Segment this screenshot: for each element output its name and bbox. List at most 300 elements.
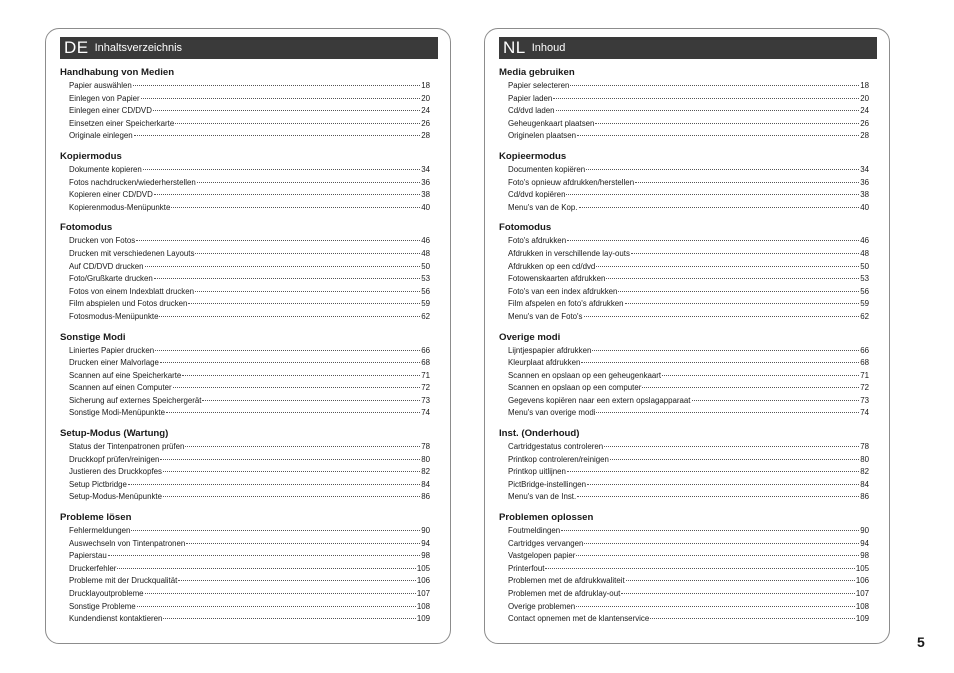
dot-leader bbox=[197, 182, 420, 183]
toc-entry[interactable] bbox=[60, 491, 430, 504]
dot-leader bbox=[137, 606, 416, 607]
toc-entry[interactable] bbox=[60, 563, 430, 576]
dot-leader bbox=[618, 291, 859, 292]
toc-entry[interactable] bbox=[60, 441, 430, 454]
dot-leader bbox=[625, 303, 860, 304]
entry-page-number: 74 bbox=[421, 408, 430, 418]
toc-entry[interactable] bbox=[499, 601, 869, 614]
entry-page-number: 80 bbox=[421, 454, 430, 464]
entry-page-number: 86 bbox=[421, 492, 430, 502]
page-number: 5 bbox=[917, 634, 925, 650]
entry-label: Foto's afdrukken bbox=[508, 236, 567, 246]
toc-entry[interactable] bbox=[499, 357, 869, 370]
toc-entry[interactable] bbox=[499, 235, 869, 248]
dot-leader bbox=[173, 387, 421, 388]
entry-label: Drucken von Fotos bbox=[69, 236, 136, 246]
dot-leader bbox=[692, 400, 860, 401]
entry-page-number: 108 bbox=[855, 601, 869, 611]
entry-page-number: 40 bbox=[860, 202, 869, 212]
toc-entry[interactable] bbox=[60, 235, 430, 248]
entry-page-number: 73 bbox=[860, 395, 869, 405]
entry-page-number: 46 bbox=[421, 236, 430, 246]
entry-label: Einlegen von Papier bbox=[69, 93, 140, 103]
entry-page-number: 62 bbox=[860, 311, 869, 321]
entry-page-number: 71 bbox=[860, 370, 869, 380]
entry-label: Fotosmodus-Menüpunkte bbox=[69, 311, 159, 321]
toc-entry[interactable] bbox=[499, 370, 869, 383]
entry-page-number: 38 bbox=[860, 190, 869, 200]
toc-entry[interactable] bbox=[499, 273, 869, 286]
entry-label: Afdrukken op een cd/dvd bbox=[508, 261, 596, 271]
entry-page-number: 108 bbox=[416, 601, 430, 611]
toc-entry[interactable] bbox=[60, 261, 430, 274]
toc-entry[interactable] bbox=[60, 298, 430, 311]
entry-page-number: 105 bbox=[416, 563, 430, 573]
dot-leader bbox=[182, 375, 420, 376]
entry-label: Foto/Grußkarte drucken bbox=[69, 274, 153, 284]
entry-page-number: 71 bbox=[421, 370, 430, 380]
language-code: DE bbox=[64, 38, 89, 57]
dot-leader bbox=[163, 618, 415, 619]
dot-leader bbox=[587, 484, 859, 485]
toc-entry[interactable] bbox=[499, 202, 869, 215]
dot-leader bbox=[621, 593, 855, 594]
entry-page-number: 34 bbox=[860, 164, 869, 174]
entry-label: Druckerfehler bbox=[69, 563, 117, 573]
dot-leader bbox=[576, 555, 859, 556]
toc-entry[interactable] bbox=[499, 286, 869, 299]
dot-leader bbox=[163, 496, 420, 497]
dot-leader bbox=[134, 135, 421, 136]
toc-entry[interactable] bbox=[499, 130, 869, 143]
entry-page-number: 50 bbox=[421, 261, 430, 271]
dot-leader bbox=[545, 568, 854, 569]
toc-panel-nl bbox=[484, 28, 890, 644]
entry-page-number: 74 bbox=[860, 408, 869, 418]
entry-page-number: 94 bbox=[860, 538, 869, 548]
entry-page-number: 48 bbox=[421, 248, 430, 258]
entry-page-number: 109 bbox=[855, 614, 869, 624]
toc-entry[interactable] bbox=[499, 105, 869, 118]
entry-page-number: 34 bbox=[421, 164, 430, 174]
toc-entry[interactable] bbox=[60, 164, 430, 177]
toc-section bbox=[499, 150, 869, 214]
dot-leader bbox=[584, 543, 859, 544]
dot-leader bbox=[592, 350, 859, 351]
entry-label: Fehlermeldungen bbox=[69, 526, 131, 536]
toc-entry[interactable] bbox=[60, 538, 430, 551]
dot-leader bbox=[596, 412, 859, 413]
dot-leader bbox=[171, 207, 420, 208]
toc-entry[interactable] bbox=[60, 177, 430, 190]
section-title: Overige modi bbox=[499, 331, 561, 343]
entry-label: Problemen met de afdruklay-out bbox=[508, 589, 621, 598]
entry-label: Probleme mit der Druckqualität bbox=[69, 576, 178, 586]
entry-page-number: 24 bbox=[860, 106, 869, 116]
dot-leader bbox=[186, 543, 420, 544]
entry-label: Foto's opnieuw afdrukken/herstellen bbox=[508, 177, 635, 187]
toc-section bbox=[499, 66, 869, 143]
toc-entry[interactable] bbox=[499, 382, 869, 395]
dot-leader bbox=[650, 618, 855, 619]
toc-section bbox=[499, 221, 869, 323]
toc-entry[interactable] bbox=[499, 248, 869, 261]
entry-page-number: 40 bbox=[421, 202, 430, 212]
dot-leader bbox=[576, 606, 855, 607]
toc-entry[interactable] bbox=[60, 588, 430, 601]
dot-leader bbox=[662, 375, 859, 376]
entry-label: Gegevens kopiëren naar een extern opslagapparaat bbox=[508, 395, 691, 405]
toc-entry[interactable] bbox=[499, 575, 869, 588]
toc-entry[interactable] bbox=[499, 261, 869, 274]
dot-leader bbox=[178, 580, 416, 581]
entry-label: Scannen en opslaan op een geheugenkaart bbox=[508, 370, 662, 380]
toc-section bbox=[60, 331, 430, 421]
section-title: Problemen oplossen bbox=[499, 512, 594, 524]
toc-entry[interactable] bbox=[60, 93, 430, 106]
dot-leader bbox=[570, 85, 859, 86]
toc-entry[interactable] bbox=[60, 550, 430, 563]
entry-label: Papier auswählen bbox=[69, 81, 132, 90]
dot-leader bbox=[626, 580, 855, 581]
toc-list-nl bbox=[499, 65, 869, 633]
entry-label: PictBridge-instellingen bbox=[508, 479, 587, 489]
dot-leader bbox=[153, 110, 420, 111]
entry-page-number: 98 bbox=[860, 551, 869, 561]
entry-page-number: 80 bbox=[860, 454, 869, 464]
dot-leader bbox=[586, 169, 859, 170]
entry-label: Scannen auf eine Speicherkarte bbox=[69, 370, 182, 380]
dot-leader bbox=[556, 110, 860, 111]
entry-page-number: 59 bbox=[421, 299, 430, 309]
toc-list-de bbox=[60, 65, 430, 633]
toc-entry[interactable] bbox=[499, 395, 869, 408]
entry-page-number: 78 bbox=[421, 442, 430, 452]
dot-leader bbox=[195, 253, 420, 254]
toc-entry[interactable] bbox=[60, 370, 430, 383]
entry-page-number: 106 bbox=[855, 576, 869, 586]
toc-entry[interactable] bbox=[499, 118, 869, 131]
entry-page-number: 98 bbox=[421, 551, 430, 561]
entry-page-number: 53 bbox=[421, 274, 430, 284]
entry-label: Sonstige Probleme bbox=[69, 601, 136, 611]
section-title: Probleme lösen bbox=[60, 512, 132, 524]
toc-entry[interactable] bbox=[60, 202, 430, 215]
toc-entry[interactable] bbox=[60, 407, 430, 420]
entry-label: Printkop uitlijnen bbox=[508, 467, 566, 477]
entry-page-number: 18 bbox=[860, 81, 869, 90]
entry-page-number: 90 bbox=[860, 526, 869, 536]
toc-entry[interactable] bbox=[60, 130, 430, 143]
toc-entry[interactable] bbox=[499, 407, 869, 420]
dot-leader bbox=[642, 387, 859, 388]
entry-page-number: 56 bbox=[860, 286, 869, 296]
entry-label: Cd/dvd laden bbox=[508, 106, 555, 116]
language-code: NL bbox=[503, 38, 526, 57]
toc-entry[interactable] bbox=[499, 189, 869, 202]
section-title: Fotomodus bbox=[60, 222, 113, 234]
toc-entry[interactable] bbox=[499, 345, 869, 358]
entry-label: Geheugenkaart plaatsen bbox=[508, 118, 595, 128]
entry-page-number: 73 bbox=[421, 395, 430, 405]
toc-panel-de bbox=[45, 28, 451, 644]
entry-label: Justieren des Druckkopfes bbox=[69, 467, 162, 477]
entry-page-number: 28 bbox=[421, 131, 430, 141]
toc-entry[interactable] bbox=[60, 382, 430, 395]
entry-page-number: 107 bbox=[855, 589, 869, 598]
dot-leader bbox=[606, 278, 859, 279]
dot-leader bbox=[131, 530, 420, 531]
entry-label: Problemen met de afdrukkwaliteit bbox=[508, 576, 625, 586]
entry-page-number: 18 bbox=[421, 81, 430, 90]
dot-leader bbox=[595, 123, 859, 124]
entry-label: Kopierenmodus-Menüpunkte bbox=[69, 202, 171, 212]
panel-title: Inhaltsverzeichnis bbox=[94, 42, 183, 54]
entry-label: Fotowenskaarten afdrukken bbox=[508, 274, 606, 284]
entry-label: Setup Pictbridge bbox=[69, 479, 127, 489]
dot-leader bbox=[188, 303, 420, 304]
toc-entry[interactable] bbox=[60, 80, 430, 93]
dot-leader bbox=[128, 484, 420, 485]
entry-page-number: 28 bbox=[860, 131, 869, 141]
dot-leader bbox=[175, 123, 420, 124]
panel-header-nl bbox=[499, 37, 877, 59]
dot-leader bbox=[160, 459, 420, 460]
entry-label: Menu's van de Kop. bbox=[508, 202, 578, 212]
toc-entry[interactable] bbox=[60, 105, 430, 118]
toc-entry[interactable] bbox=[499, 311, 869, 324]
entry-page-number: 72 bbox=[860, 383, 869, 393]
entry-page-number: 50 bbox=[860, 261, 869, 271]
panel-title: Inhoud bbox=[531, 42, 566, 54]
dot-leader bbox=[185, 446, 420, 447]
entry-page-number: 48 bbox=[860, 248, 869, 258]
dot-leader bbox=[202, 400, 420, 401]
entry-label: Dokumente kopieren bbox=[69, 164, 142, 174]
toc-entry[interactable] bbox=[60, 189, 430, 202]
toc-section bbox=[499, 331, 869, 421]
dot-leader bbox=[610, 459, 859, 460]
dot-leader bbox=[577, 135, 859, 136]
toc-entry[interactable] bbox=[499, 93, 869, 106]
section-title: Kopiermodus bbox=[60, 150, 122, 162]
toc-entry[interactable] bbox=[499, 613, 869, 626]
dot-leader bbox=[145, 266, 421, 267]
entry-page-number: 59 bbox=[860, 299, 869, 309]
entry-label: Setup-Modus-Menüpunkte bbox=[69, 492, 162, 502]
entry-label: Fotos von einem Indexblatt drucken bbox=[69, 286, 195, 296]
toc-entry[interactable] bbox=[499, 563, 869, 576]
toc-entry[interactable] bbox=[499, 466, 869, 479]
entry-label: Documenten kopiëren bbox=[508, 164, 586, 174]
toc-entry[interactable] bbox=[499, 588, 869, 601]
toc-section bbox=[499, 511, 869, 626]
toc-section bbox=[60, 427, 430, 504]
dot-leader bbox=[141, 98, 421, 99]
entry-label: Menu's van de Inst. bbox=[508, 492, 577, 502]
entry-page-number: 36 bbox=[860, 177, 869, 187]
toc-entry[interactable] bbox=[60, 454, 430, 467]
dot-leader bbox=[155, 350, 420, 351]
dot-leader bbox=[143, 169, 420, 170]
entry-label: Fotos nachdrucken/wiederherstellen bbox=[69, 177, 196, 187]
entry-label: Status der Tintenpatronen prüfen bbox=[69, 442, 185, 452]
toc-entry[interactable] bbox=[60, 118, 430, 131]
entry-label: Afdrukken in verschillende lay-outs bbox=[508, 248, 630, 258]
toc-entry[interactable] bbox=[60, 525, 430, 538]
toc-section bbox=[60, 150, 430, 214]
entry-page-number: 84 bbox=[421, 479, 430, 489]
entry-label: Drucklayoutprobleme bbox=[69, 589, 144, 598]
entry-label: Papier selecteren bbox=[508, 81, 570, 90]
entry-page-number: 68 bbox=[421, 358, 430, 368]
toc-section bbox=[60, 511, 430, 626]
toc-entry[interactable] bbox=[499, 177, 869, 190]
entry-label: Overige problemen bbox=[508, 601, 576, 611]
entry-page-number: 107 bbox=[416, 589, 430, 598]
entry-label: Printkop controleren/reinigen bbox=[508, 454, 609, 464]
entry-page-number: 68 bbox=[860, 358, 869, 368]
entry-page-number: 20 bbox=[860, 93, 869, 103]
toc-entry[interactable] bbox=[60, 311, 430, 324]
dot-leader bbox=[553, 98, 859, 99]
entry-page-number: 62 bbox=[421, 311, 430, 321]
entry-label: Printerfout bbox=[508, 563, 545, 573]
dot-leader bbox=[108, 555, 420, 556]
entry-page-number: 84 bbox=[860, 479, 869, 489]
entry-label: Sonstige Modi-Menüpunkte bbox=[69, 408, 166, 418]
dot-leader bbox=[579, 207, 860, 208]
toc-entry[interactable] bbox=[499, 538, 869, 551]
entry-page-number: 38 bbox=[421, 190, 430, 200]
toc-entry[interactable] bbox=[499, 454, 869, 467]
entry-label: Originelen plaatsen bbox=[508, 131, 576, 141]
dot-leader bbox=[163, 471, 420, 472]
dot-leader bbox=[195, 291, 420, 292]
entry-page-number: 56 bbox=[421, 286, 430, 296]
toc-entry[interactable] bbox=[499, 441, 869, 454]
section-title: Media gebruiken bbox=[499, 67, 575, 78]
entry-label: Auf CD/DVD drucken bbox=[69, 261, 144, 271]
dot-leader bbox=[136, 240, 420, 241]
entry-label: Kleurplaat afdrukken bbox=[508, 358, 581, 368]
dot-leader bbox=[561, 530, 859, 531]
toc-entry[interactable] bbox=[499, 550, 869, 563]
toc-entry[interactable] bbox=[60, 286, 430, 299]
entry-page-number: 24 bbox=[421, 106, 430, 116]
toc-entry[interactable] bbox=[60, 273, 430, 286]
dot-leader bbox=[160, 362, 420, 363]
dot-leader bbox=[117, 568, 415, 569]
toc-entry[interactable] bbox=[60, 345, 430, 358]
entry-page-number: 26 bbox=[421, 118, 430, 128]
entry-page-number: 36 bbox=[421, 177, 430, 187]
dot-leader bbox=[584, 316, 860, 317]
entry-label: Drucken mit verschiedenen Layouts bbox=[69, 248, 195, 258]
toc-entry[interactable] bbox=[60, 357, 430, 370]
entry-label: Lijntjespapier afdrukken bbox=[508, 345, 592, 355]
dot-leader bbox=[159, 316, 420, 317]
entry-label: Cartridges vervangen bbox=[508, 538, 584, 548]
panel-header-de bbox=[60, 37, 438, 59]
entry-label: Menu's van de Foto's bbox=[508, 311, 583, 321]
entry-label: Contact opnemen met de klantenservice bbox=[508, 614, 650, 624]
entry-label: Foto's van een index afdrukken bbox=[508, 286, 618, 296]
dot-leader bbox=[154, 278, 420, 279]
entry-label: Auswechseln von Tintenpatronen bbox=[69, 538, 186, 548]
entry-page-number: 106 bbox=[416, 576, 430, 586]
dot-leader bbox=[166, 412, 420, 413]
entry-page-number: 66 bbox=[421, 345, 430, 355]
entry-page-number: 53 bbox=[860, 274, 869, 284]
entry-label: Druckkopf prüfen/reinigen bbox=[69, 454, 160, 464]
entry-label: Film abspielen und Fotos drucken bbox=[69, 299, 188, 309]
entry-page-number: 20 bbox=[421, 93, 430, 103]
entry-label: Cartridgestatus controleren bbox=[508, 442, 604, 452]
toc-entry[interactable] bbox=[60, 466, 430, 479]
toc-entry[interactable] bbox=[60, 575, 430, 588]
entry-label: Scannen en opslaan op een computer bbox=[508, 383, 642, 393]
entry-label: Papierstau bbox=[69, 551, 107, 561]
toc-entry[interactable] bbox=[499, 164, 869, 177]
dot-leader bbox=[631, 253, 859, 254]
section-title: Inst. (Onderhoud) bbox=[499, 428, 580, 440]
entry-label: Vastgelopen papier bbox=[508, 551, 576, 561]
toc-entry[interactable] bbox=[60, 479, 430, 492]
entry-label: Cd/dvd kopiëren bbox=[508, 190, 566, 200]
entry-label: Kopieren einer CD/DVD bbox=[69, 190, 153, 200]
toc-entry[interactable] bbox=[60, 613, 430, 626]
dot-leader bbox=[596, 266, 859, 267]
entry-page-number: 72 bbox=[421, 383, 430, 393]
section-title: Handhabung von Medien bbox=[60, 67, 175, 78]
toc-section bbox=[60, 221, 430, 323]
toc-entry[interactable] bbox=[60, 395, 430, 408]
entry-label: Originale einlegen bbox=[69, 131, 133, 141]
entry-page-number: 78 bbox=[860, 442, 869, 452]
entry-label: Foutmeldingen bbox=[508, 526, 561, 536]
toc-entry[interactable] bbox=[499, 298, 869, 311]
toc-entry[interactable] bbox=[499, 80, 869, 93]
entry-label: Scannen auf einen Computer bbox=[69, 383, 172, 393]
toc-entry[interactable] bbox=[499, 479, 869, 492]
entry-page-number: 105 bbox=[855, 563, 869, 573]
toc-entry[interactable] bbox=[499, 491, 869, 504]
dot-leader bbox=[604, 446, 859, 447]
entry-label: Menu's van overige modi bbox=[508, 408, 596, 418]
entry-page-number: 94 bbox=[421, 538, 430, 548]
section-title: Kopieermodus bbox=[499, 150, 567, 162]
toc-section bbox=[60, 66, 430, 143]
toc-entry[interactable] bbox=[499, 525, 869, 538]
toc-entry[interactable] bbox=[60, 248, 430, 261]
entry-page-number: 82 bbox=[421, 467, 430, 477]
section-title: Setup-Modus (Wartung) bbox=[60, 428, 169, 440]
dot-leader bbox=[566, 194, 859, 195]
dot-leader bbox=[133, 85, 420, 86]
entry-label: Drucken einer Malvorlage bbox=[69, 358, 159, 368]
dot-leader bbox=[635, 182, 859, 183]
entry-label: Kundendienst kontaktieren bbox=[69, 614, 163, 624]
dot-leader bbox=[567, 471, 859, 472]
dot-leader bbox=[581, 362, 859, 363]
entry-label: Papier laden bbox=[508, 93, 553, 103]
entry-page-number: 109 bbox=[416, 614, 430, 624]
toc-section bbox=[499, 427, 869, 504]
entry-label: Film afspelen en foto's afdrukken bbox=[508, 299, 624, 309]
toc-entry[interactable] bbox=[60, 601, 430, 614]
dot-leader bbox=[567, 240, 859, 241]
